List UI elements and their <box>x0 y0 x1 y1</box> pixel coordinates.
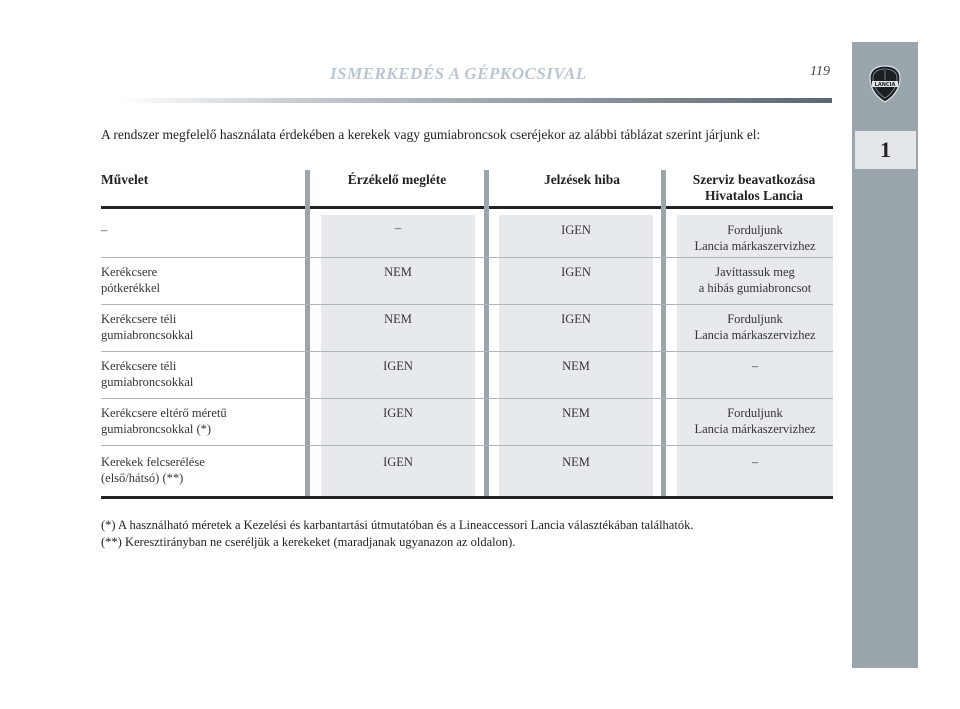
row-divider <box>101 398 833 399</box>
row4-operation-line2: gumiabroncsokkal <box>101 375 194 389</box>
column-separator <box>484 170 489 496</box>
row1-service-line2: Lancia márkaszervizhez <box>694 239 816 253</box>
row5-operation-line2: gumiabroncsokkal (*) <box>101 422 212 436</box>
row-divider <box>101 304 833 305</box>
row1-signal: IGEN <box>561 223 591 237</box>
column-separator <box>305 170 310 496</box>
header-rule-bottom <box>101 206 833 209</box>
row5-service-line2: Lancia márkaszervizhez <box>694 422 816 436</box>
row6-signal: NEM <box>562 455 590 469</box>
row5-signal: NEM <box>562 406 590 420</box>
row4-service: – <box>751 359 759 373</box>
row2-service-line1: Javíttassuk meg <box>715 265 795 279</box>
row5-service-line1: Forduljunk <box>727 406 783 420</box>
row2-operation-line1: Kerékcsere <box>101 265 158 279</box>
row4-sensor: IGEN <box>383 359 413 373</box>
row-divider <box>101 445 833 446</box>
footnote-1: (*) A használható méretek a Kezelési és karbantartási útmutatóban és a Lineaccessori Lancia választékában találhatók. <box>101 518 694 532</box>
section-title: ISMERKEDÉS A GÉPKOCSIVAL <box>330 64 587 83</box>
row1-service-line1: Forduljunk <box>727 223 783 237</box>
row6-operation-line2: (első/hátsó) (**) <box>101 471 184 485</box>
header-signal: Jelzések hiba <box>543 172 621 187</box>
row6-service: – <box>751 455 759 469</box>
tpms-table <box>101 170 833 500</box>
footnote-2: (**) Keresztirányban ne cseréljük a kerekeket (maradjanak ugyanazon az oldalon). <box>101 535 516 549</box>
row6-operation-line1: Kerekek felcserélése <box>101 455 205 469</box>
row1-operation: – <box>101 223 108 237</box>
row3-service-line2: Lancia márkaszervizhez <box>694 328 816 342</box>
row3-operation-line2: gumiabroncsokkal <box>101 328 194 342</box>
page-number: 119 <box>810 64 830 79</box>
lancia-logo-icon <box>868 64 902 104</box>
row3-sensor: NEM <box>384 312 412 326</box>
header-rule <box>118 98 832 103</box>
row6-sensor: IGEN <box>383 455 413 469</box>
row5-sensor: IGEN <box>383 406 413 420</box>
row2-service-line2: a hibás gumiabroncsot <box>698 281 812 295</box>
row-divider <box>101 257 833 258</box>
row2-signal: IGEN <box>561 265 591 279</box>
row3-service-line1: Forduljunk <box>727 312 783 326</box>
row1-sensor: – <box>394 221 402 235</box>
row3-signal: IGEN <box>561 312 591 326</box>
row-divider <box>101 351 833 352</box>
header-sensor: Érzékelő megléte <box>347 172 447 187</box>
row5-operation-line1: Kerékcsere eltérő méretű <box>101 406 227 420</box>
intro-text: A rendszer megfelelő használata érdekében a kerekek vagy gumiabroncsok cseréjekor az alábbi táblázat szerint járjunk el: <box>101 127 761 142</box>
chapter-number: 1 <box>855 131 916 169</box>
row4-signal: NEM <box>562 359 590 373</box>
header-service-line2: Hivatalos Lancia <box>705 188 803 203</box>
row2-sensor: NEM <box>384 265 412 279</box>
row2-operation-line2: pótkerékkel <box>101 281 161 295</box>
logo-text: LANCIA <box>874 82 896 88</box>
column-separator <box>661 170 666 496</box>
header-service-line1: Szerviz beavatkozása <box>692 172 816 187</box>
row3-operation-line1: Kerékcsere téli <box>101 312 177 326</box>
header-operation: Művelet <box>101 172 149 187</box>
row4-operation-line1: Kerékcsere téli <box>101 359 177 373</box>
table-rule-bottom <box>101 496 833 499</box>
